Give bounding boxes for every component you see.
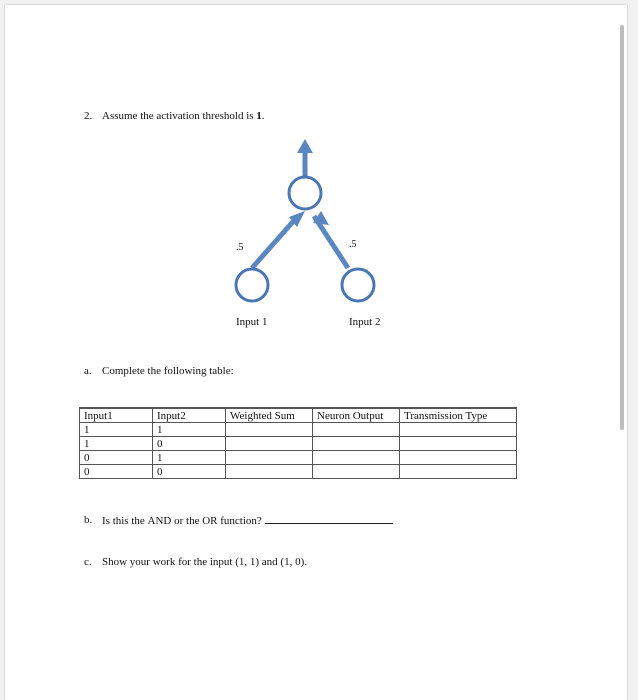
cell-neuron-output[interactable] — [313, 437, 400, 451]
part-a-text: Complete the following table: — [102, 365, 234, 377]
cell-input2: 1 — [153, 451, 226, 465]
cell-neuron-output[interactable] — [313, 423, 400, 437]
part-b-text-2: or the — [171, 515, 203, 527]
table-row — [80, 423, 517, 437]
part-b-label: b. — [84, 514, 93, 526]
part-b-text — [102, 515, 393, 527]
part-b-text-1: Is this the — [102, 515, 148, 527]
or-word: OR — [202, 515, 218, 527]
input2-node — [342, 269, 374, 301]
header-transmission-type: Transmission Type — [400, 408, 517, 423]
neuron-diagram-svg — [205, 135, 415, 335]
cell-neuron-output[interactable] — [313, 451, 400, 465]
cell-weighted-sum[interactable] — [226, 423, 313, 437]
and-word: AND — [147, 515, 172, 527]
cell-transmission-type[interactable] — [400, 451, 517, 465]
header-weighted-sum: Weighted Sum — [226, 408, 313, 423]
cell-input2: 0 — [153, 437, 226, 451]
header-neuron-output: Neuron Output — [313, 408, 400, 423]
scrollbar[interactable] — [620, 25, 624, 430]
question-text-suffix: . — [261, 110, 265, 122]
answer-blank[interactable] — [265, 515, 393, 524]
table-row — [80, 465, 517, 479]
header-input2: Input2 — [153, 408, 226, 423]
cell-weighted-sum[interactable] — [226, 437, 313, 451]
neuron-diagram — [205, 135, 415, 335]
cell-input1: 0 — [80, 465, 153, 479]
table-header-row — [80, 408, 517, 423]
part-a-label: a. — [84, 365, 92, 377]
question-number: 2. — [84, 110, 93, 122]
cell-weighted-sum[interactable] — [226, 451, 313, 465]
cell-neuron-output[interactable] — [313, 465, 400, 479]
cell-input1: 0 — [80, 451, 153, 465]
table-row — [80, 437, 517, 451]
threshold-value: 1 — [256, 110, 262, 122]
cell-input2: 0 — [153, 465, 226, 479]
part-c-text: Show your work for the input (1, 1) and (1, 0). — [102, 556, 307, 568]
part-b-text-3: function? — [217, 515, 262, 527]
cell-transmission-type[interactable] — [400, 423, 517, 437]
header-input1: Input1 — [80, 408, 153, 423]
output-neuron-node — [289, 177, 321, 209]
input1-label: Input 1 — [236, 316, 268, 328]
question-text — [102, 111, 265, 122]
cell-input1: 1 — [80, 423, 153, 437]
connection-input1 — [252, 216, 298, 268]
cell-transmission-type[interactable] — [400, 437, 517, 451]
output-arrowhead-icon — [297, 139, 313, 153]
question-text-prefix: Assume the activation threshold is — [102, 110, 257, 122]
table-row — [80, 451, 517, 465]
cell-transmission-type[interactable] — [400, 465, 517, 479]
document-page — [5, 5, 627, 700]
input1-node — [236, 269, 268, 301]
connection-input2 — [314, 216, 348, 268]
part-c-label: c. — [84, 556, 92, 568]
cell-input2: 1 — [153, 423, 226, 437]
truth-table — [79, 407, 517, 479]
input2-label: Input 2 — [349, 316, 381, 328]
cell-input1: 1 — [80, 437, 153, 451]
weight-left-label: .5 — [236, 242, 244, 253]
weight-right-label: .5 — [349, 239, 357, 250]
cell-weighted-sum[interactable] — [226, 465, 313, 479]
